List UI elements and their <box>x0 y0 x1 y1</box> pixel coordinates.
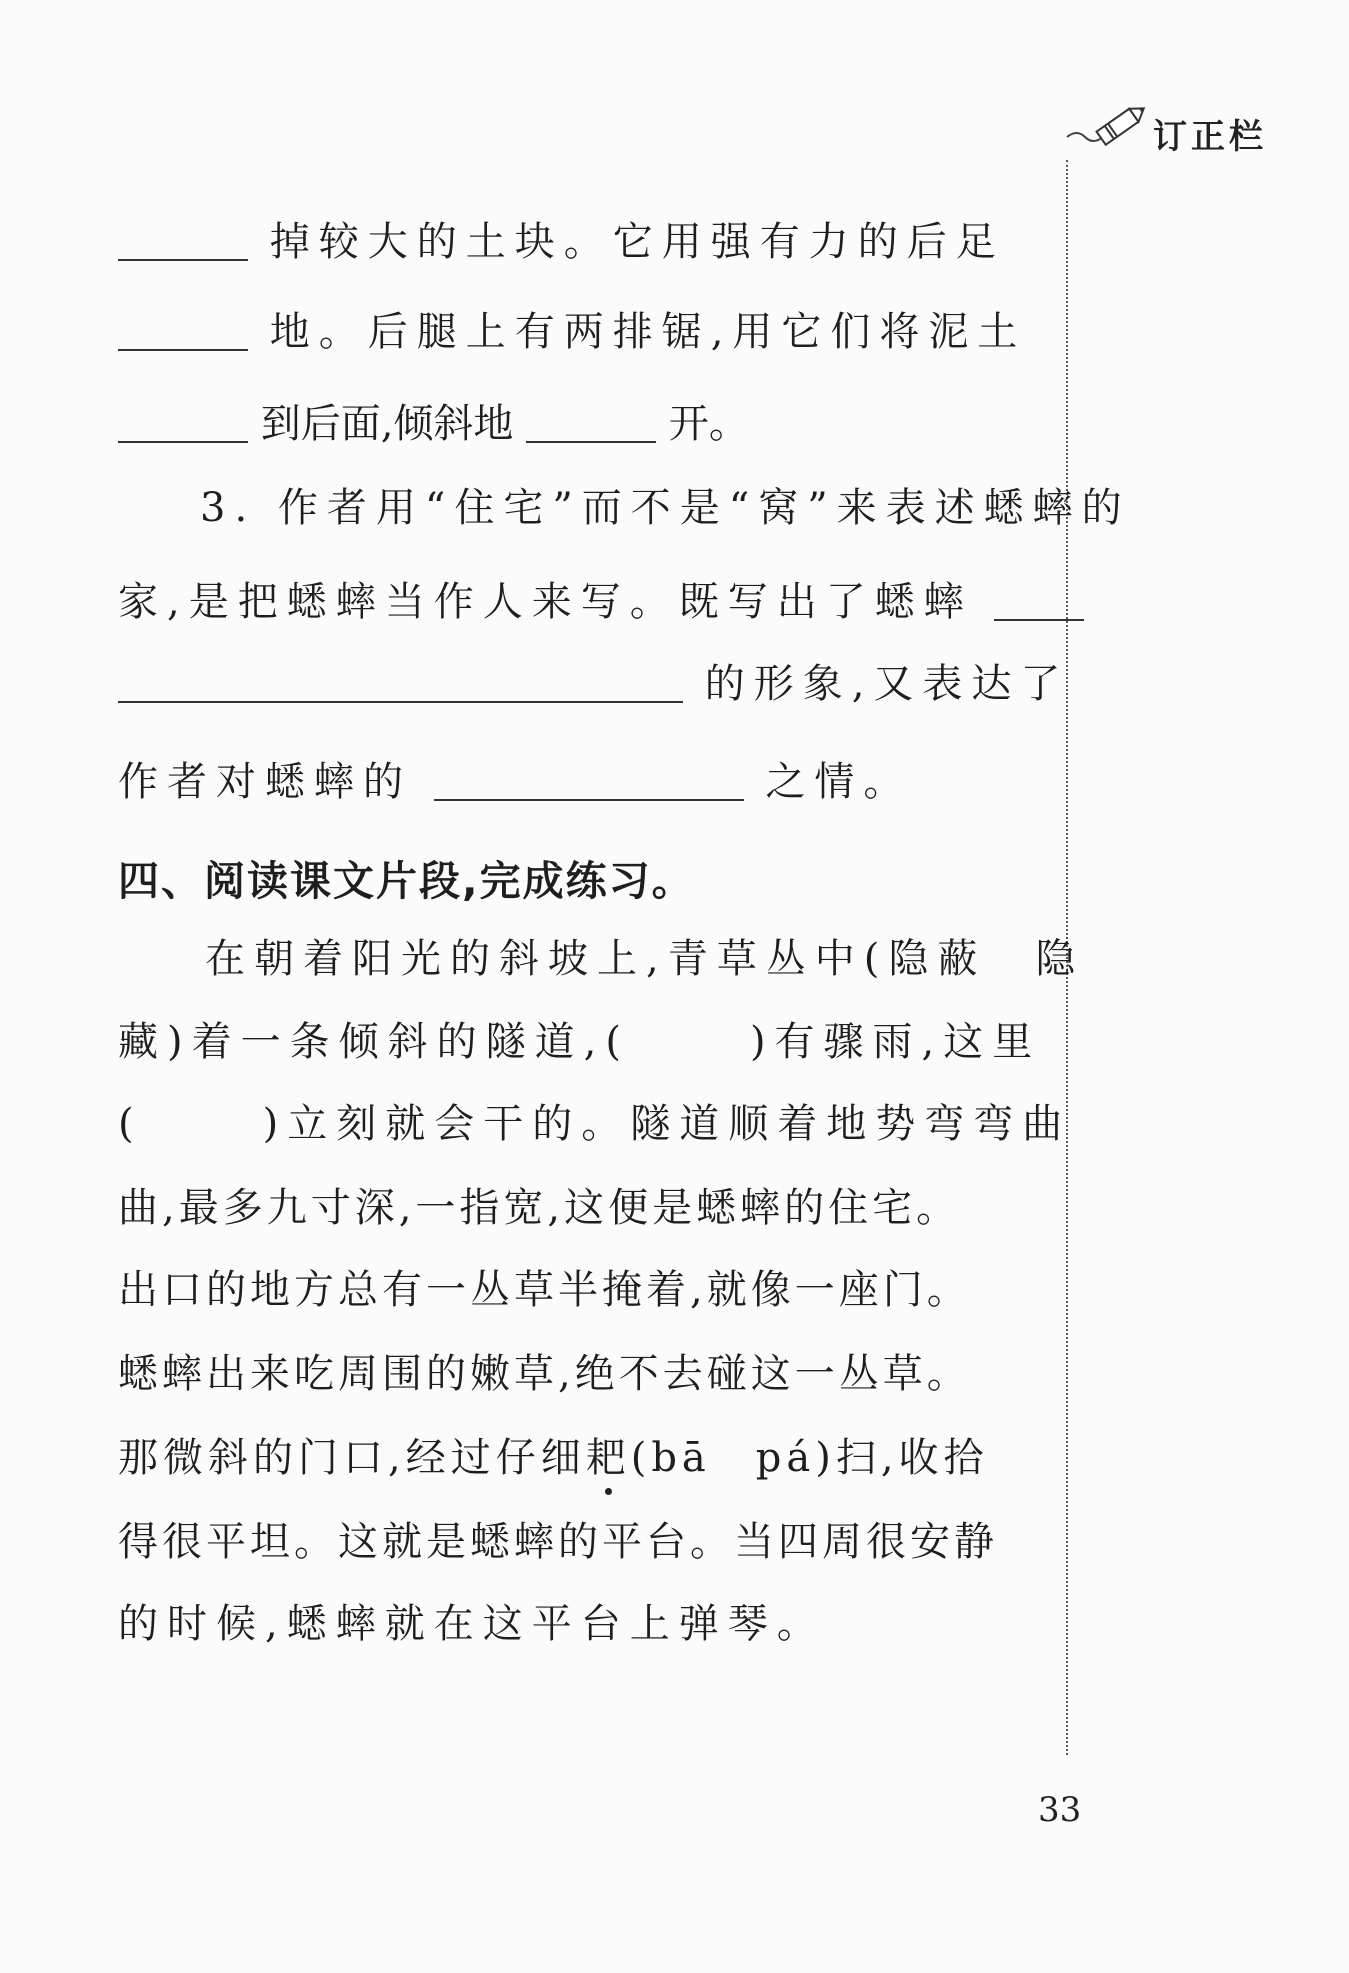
fill-line-7 <box>118 758 1048 806</box>
question-3 <box>200 484 1130 532</box>
passage-text: 那微斜的门口,经过仔细 <box>118 1435 586 1481</box>
passage-line-3 <box>118 1100 1072 1148</box>
passage-text: 得很平坦。这就是蟋蟀的平台。当四周很安静 <box>118 1519 998 1565</box>
fill-line-1 <box>118 218 1048 266</box>
emphasized-character: 耙 <box>585 1435 631 1481</box>
answer-blank[interactable] <box>118 405 248 443</box>
line-text: 的形象,又表达了 <box>704 661 1070 707</box>
correction-column-label: 订正栏 <box>1153 117 1267 157</box>
line-text: 之情。 <box>765 759 913 805</box>
passage-line-5 <box>118 1266 1048 1314</box>
answer-blank[interactable] <box>434 763 744 801</box>
fill-line-5 <box>118 578 1048 626</box>
page-number: 33 <box>1038 1790 1082 1830</box>
fill-line-3 <box>118 400 1048 448</box>
answer-blank[interactable] <box>994 583 1084 621</box>
passage-line-6 <box>118 1350 1048 1398</box>
line-text: 开。 <box>668 401 749 447</box>
line-text: 掉较大的土块。它用强有力的后足 <box>269 219 1005 265</box>
line-text: 地。后腿上有两排锯,用它们将泥土 <box>269 309 1027 355</box>
passage-text: )有骤雨,这里 <box>749 1019 1042 1065</box>
line-text: 家,是把蟋蟀当作人来写。既写出了蟋蟀 <box>118 579 973 625</box>
passage-line-9 <box>118 1600 1048 1648</box>
passage-text: ( <box>118 1101 143 1147</box>
line-text: 作者对蟋蟀的 <box>118 759 412 805</box>
section-four-heading: 四、阅读课文片段,完成练习。 <box>118 857 695 905</box>
passage-line-8 <box>118 1518 1048 1566</box>
passage-text: 曲,最多九寸深,一指宽,这便是蟋蟀的住宅。 <box>118 1185 961 1231</box>
passage-text: 蟋蟀出来吃周围的嫩草,绝不去碰这一丛草。 <box>118 1351 971 1397</box>
answer-blank[interactable] <box>118 665 683 703</box>
answer-blank[interactable] <box>526 405 656 443</box>
passage-text: 出口的地方总有一丛草半掩着,就像一座门。 <box>118 1267 971 1313</box>
answer-blank[interactable] <box>118 223 248 261</box>
fill-line-2 <box>118 308 1048 356</box>
pencil-icon <box>1065 95 1155 155</box>
passage-line-2 <box>118 1018 1048 1066</box>
question-text: 3. 作者用“住宅”而不是“窝”来表述蟋蟀的 <box>200 485 1131 531</box>
passage-line-7 <box>118 1434 1048 1482</box>
line-text: 到后面,倾斜地 <box>260 401 514 447</box>
passage-text: )立刻就会干的。隧道顺着地势弯弯曲 <box>262 1101 1072 1147</box>
passage-line-4 <box>118 1184 1048 1232</box>
pinyin-options[interactable]: (bā pá)扫,收拾 <box>630 1435 989 1481</box>
correction-column-header <box>1065 95 1305 155</box>
fill-line-6 <box>118 660 1070 708</box>
passage-text: 的时候,蟋蟀就在这平台上弹琴。 <box>118 1601 826 1647</box>
answer-blank[interactable] <box>118 313 248 351</box>
passage-text: 在朝着阳光的斜坡上,青草丛中(隐蔽 隐 <box>205 936 1085 982</box>
passage-line-1 <box>205 935 1135 983</box>
passage-text: 藏)着一条倾斜的隧道,( <box>118 1019 630 1065</box>
